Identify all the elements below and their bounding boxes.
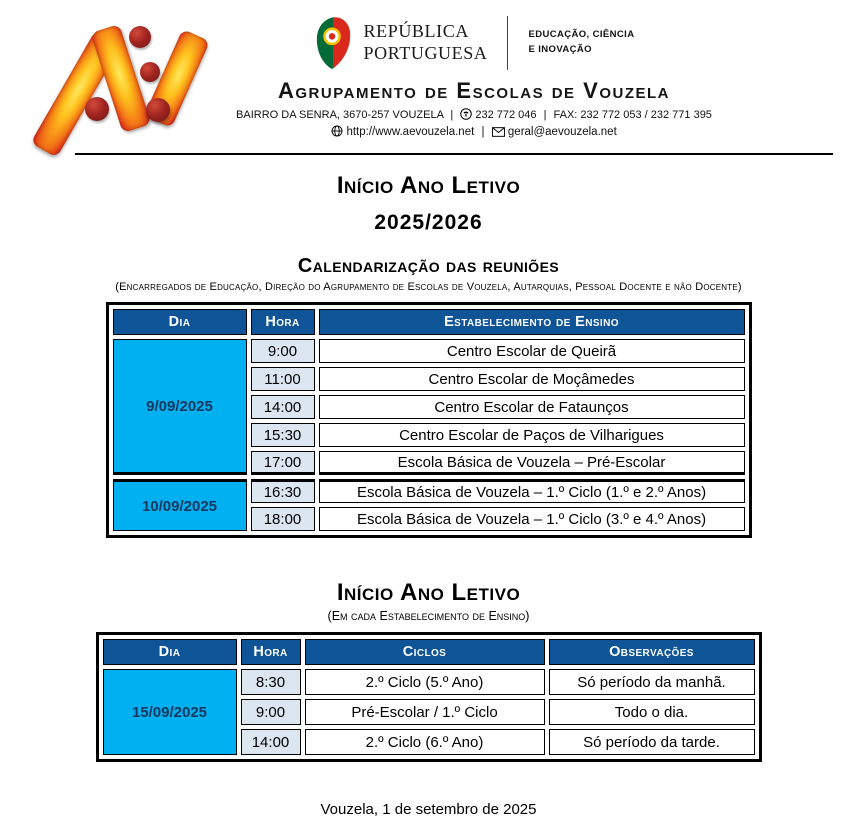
dia-cell: 10/09/2025	[113, 479, 247, 531]
table-header-estabelecimento: Estabelecimento de Ensino	[319, 309, 745, 335]
republica-portuguesa-flag-icon	[314, 16, 352, 70]
document-body	[0, 172, 857, 818]
section2-subheading: (Em cada Estabelecimento de Ensino)	[327, 609, 530, 623]
letterhead-content	[228, 16, 720, 138]
web-line	[228, 125, 720, 138]
estabelecimento-cell: Centro Escolar de Queirã	[319, 339, 745, 363]
gov-department	[528, 28, 634, 57]
page-title-line2: 2025/2026	[374, 211, 483, 234]
logo-dot	[140, 62, 160, 82]
dia-cell: 15/09/2025	[103, 669, 237, 755]
hora-cell: 8:30	[241, 669, 301, 695]
separator: |	[543, 109, 547, 121]
table-header-row	[113, 309, 745, 335]
estabelecimento-cell: Centro Escolar de Paços de Vilharigues	[319, 423, 745, 447]
hora-cell: 16:30	[251, 479, 315, 503]
phone-number: 232 772 046	[475, 109, 537, 121]
estabelecimento-cell: Escola Básica de Vouzela – 1.º Ciclo (1.º e 2.º Anos)	[319, 479, 745, 503]
address-text: BAIRRO DA SENRA, 3670-257 VOUZELA	[236, 109, 444, 121]
page-title-line1: Início Ano Letivo	[336, 172, 521, 199]
place-and-date: Vouzela, 1 de setembro de 2025	[320, 801, 537, 818]
horizontal-rule	[75, 153, 833, 155]
ciclo-cell: 2.º Ciclo (6.º Ano)	[305, 729, 545, 755]
hora-cell: 15:30	[251, 423, 315, 447]
estabelecimento-cell: Centro Escolar de Fataunços	[319, 395, 745, 419]
hora-cell: 9:00	[241, 699, 301, 725]
table-row	[113, 339, 745, 363]
hora-cell: 9:00	[251, 339, 315, 363]
school-name: Agrupamento de Escolas de Vouzela	[278, 78, 670, 103]
email-address: geral@aevouzela.net	[507, 126, 617, 138]
table-header-ciclos: Ciclos	[305, 639, 545, 665]
logo-dot	[146, 98, 170, 122]
table-header-hora: Hora	[241, 639, 301, 665]
envelope-icon	[492, 127, 505, 137]
table-row	[103, 669, 755, 695]
section2-heading: Início Ano Letivo	[336, 579, 521, 606]
hora-cell: 11:00	[251, 367, 315, 391]
hora-cell: 17:00	[251, 451, 315, 475]
ciclo-cell: 2.º Ciclo (5.º Ano)	[305, 669, 545, 695]
globe-icon	[331, 125, 343, 137]
hora-cell: 18:00	[251, 507, 315, 531]
school-start-table-frame	[96, 632, 762, 762]
gov-name-line1: REPÚBLICA	[363, 21, 469, 42]
gov-dept-line2: E INOVAÇÃO	[528, 44, 592, 55]
gov-branding	[228, 16, 720, 70]
observacao-cell: Todo o dia.	[549, 699, 755, 725]
separator: |	[481, 126, 485, 138]
vertical-divider	[507, 16, 508, 70]
dia-cell: 9/09/2025	[113, 339, 247, 475]
estabelecimento-cell: Escola Básica de Vouzela – Pré-Escolar	[319, 451, 745, 475]
separator: |	[450, 109, 454, 121]
section1-subheading: (Encarregados de Educação, Direção do Agrupamento de Escolas de Vouzela, Autarquias, Pessoal Docente e não Docente)	[115, 281, 742, 293]
table-header-hora: Hora	[251, 309, 315, 335]
section1-heading: Calendarização das reuniões	[297, 255, 560, 277]
table-row	[113, 479, 745, 503]
gov-name	[364, 21, 488, 64]
address-line	[228, 108, 720, 121]
table-header-dia: Dia	[103, 639, 237, 665]
estabelecimento-cell: Escola Básica de Vouzela – 1.º Ciclo (3.º e 4.º Anos)	[319, 507, 745, 531]
gov-dept-line1: EDUCAÇÃO, CIÊNCIA	[528, 29, 635, 41]
observacao-cell: Só período da manhã.	[549, 669, 755, 695]
school-logo	[25, 10, 230, 158]
letterhead	[0, 0, 857, 160]
school-start-table	[99, 635, 759, 759]
observacao-cell: Só período da tarde.	[549, 729, 755, 755]
phone-icon	[460, 108, 472, 120]
hora-cell: 14:00	[251, 395, 315, 419]
fax-numbers: FAX: 232 772 053 / 232 771 395	[553, 109, 712, 121]
estabelecimento-cell: Centro Escolar de Moçâmedes	[319, 367, 745, 391]
logo-dot	[85, 97, 109, 121]
website-url: http://www.aevouzela.net	[346, 126, 475, 138]
meetings-table-frame	[106, 302, 752, 538]
logo-dot	[129, 26, 151, 48]
meetings-table	[109, 305, 749, 535]
table-header-dia: Dia	[113, 309, 247, 335]
ciclo-cell: Pré-Escolar / 1.º Ciclo	[305, 699, 545, 725]
gov-name-line2: PORTUGUESA	[363, 43, 488, 63]
table-header-row	[103, 639, 755, 665]
hora-cell: 14:00	[241, 729, 301, 755]
table-header-observacoes: Observações	[549, 639, 755, 665]
